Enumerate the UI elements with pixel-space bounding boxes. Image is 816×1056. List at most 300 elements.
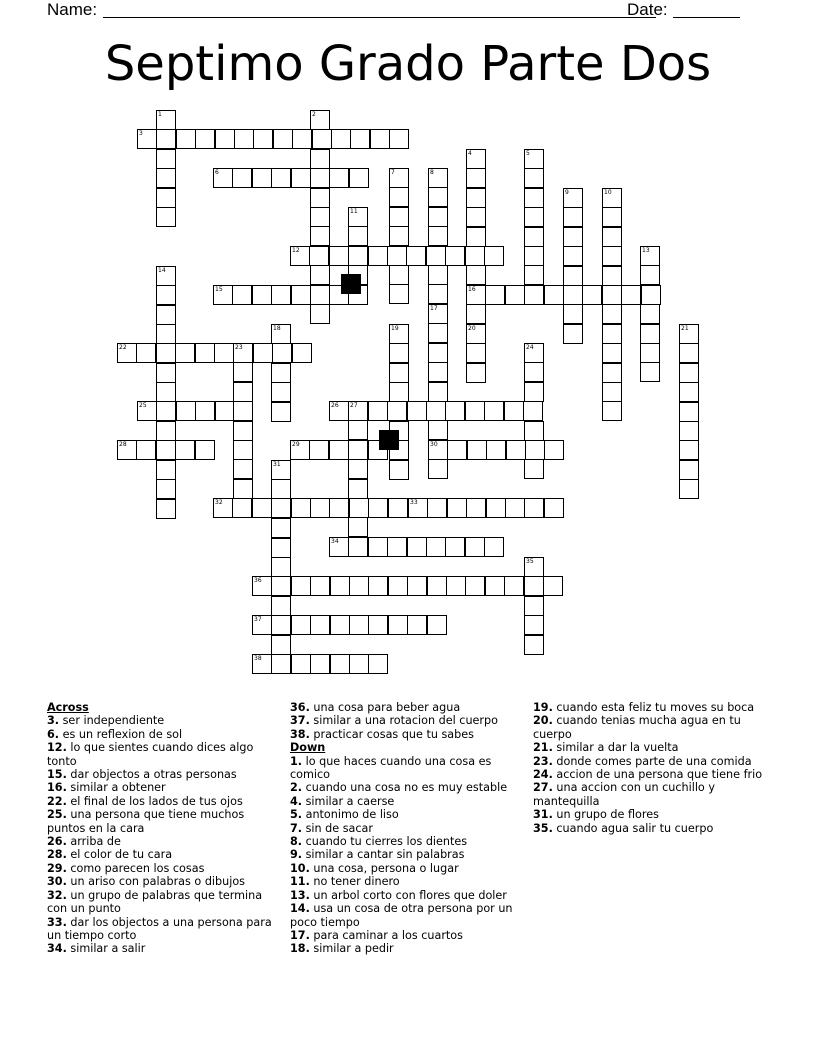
grid-cell[interactable] <box>602 246 622 266</box>
grid-cell[interactable] <box>348 537 368 557</box>
grid-cell[interactable] <box>466 188 486 208</box>
grid-cell[interactable] <box>485 285 505 305</box>
clue-item <box>47 808 279 835</box>
grid-cell[interactable] <box>428 284 448 304</box>
grid-cell[interactable] <box>602 343 622 363</box>
grid-cell[interactable] <box>215 401 235 421</box>
grid-cell[interactable] <box>484 246 504 266</box>
grid-cell[interactable] <box>368 401 388 421</box>
clue-number: 30. <box>47 875 67 889</box>
grid-cell[interactable] <box>407 537 427 557</box>
grid-cell[interactable] <box>272 343 292 363</box>
grid-cell[interactable] <box>426 246 446 266</box>
grid-cell[interactable] <box>310 168 330 188</box>
grid-cell[interactable] <box>271 596 291 616</box>
grid-cell[interactable] <box>428 459 448 479</box>
grid-cell[interactable] <box>504 401 524 421</box>
grid-cell[interactable] <box>348 246 368 266</box>
grid-cell[interactable] <box>156 324 176 344</box>
grid-cell[interactable] <box>387 537 407 557</box>
grid-cell[interactable] <box>389 168 409 188</box>
grid-cell[interactable] <box>428 382 448 402</box>
grid-cell[interactable] <box>271 168 291 188</box>
grid-cell[interactable] <box>310 149 330 169</box>
clue-text: una cosa, persona o lugar <box>309 861 459 875</box>
grid-cell[interactable] <box>485 576 505 596</box>
grid-cell[interactable] <box>350 129 370 149</box>
grid-cell[interactable] <box>407 576 427 596</box>
grid-cell[interactable] <box>310 285 330 305</box>
grid-cell[interactable] <box>349 654 369 674</box>
grid-cell[interactable] <box>524 459 544 479</box>
grid-cell[interactable] <box>349 615 369 635</box>
grid-cell[interactable] <box>329 168 349 188</box>
grid-cell[interactable] <box>445 246 465 266</box>
grid-cell[interactable] <box>329 537 349 557</box>
grid-cell[interactable] <box>309 440 329 460</box>
down-heading: Down <box>290 741 326 755</box>
grid-cell[interactable] <box>389 460 409 480</box>
grid-cell[interactable] <box>156 440 176 460</box>
grid-cell[interactable] <box>291 576 311 596</box>
grid-cell[interactable] <box>176 401 196 421</box>
grid-cell[interactable] <box>389 187 409 207</box>
grid-cell[interactable] <box>563 304 583 324</box>
grid-cell[interactable] <box>466 227 486 247</box>
grid-cell[interactable] <box>156 110 176 130</box>
grid-cell[interactable] <box>389 129 409 149</box>
grid-cell[interactable] <box>117 343 137 363</box>
grid-cell[interactable] <box>271 654 291 674</box>
clue-number: 22. <box>47 794 67 808</box>
grid-cell[interactable] <box>524 188 544 208</box>
grid-cell[interactable] <box>563 285 583 305</box>
grid-cell[interactable] <box>310 498 330 518</box>
grid-cell[interactable] <box>484 401 504 421</box>
grid-cell[interactable] <box>544 285 564 305</box>
grid-cell[interactable] <box>348 459 368 479</box>
grid-cell[interactable] <box>524 207 544 227</box>
grid-cell[interactable] <box>156 499 176 519</box>
grid-cell[interactable] <box>428 343 448 363</box>
grid-cell[interactable] <box>389 363 409 383</box>
grid-cell[interactable] <box>602 304 622 324</box>
grid-cell[interactable] <box>348 479 368 499</box>
grid-cell[interactable] <box>310 226 330 246</box>
grid-cell[interactable] <box>465 576 485 596</box>
grid-cell[interactable] <box>505 285 525 305</box>
grid-cell[interactable] <box>524 362 544 382</box>
grid-cell[interactable] <box>156 363 176 383</box>
grid-cell[interactable] <box>368 246 388 266</box>
grid-cell[interactable] <box>292 343 312 363</box>
grid-cell[interactable] <box>427 615 447 635</box>
grid-cell[interactable] <box>388 576 408 596</box>
grid-cell[interactable] <box>544 440 564 460</box>
grid-cell[interactable] <box>271 324 291 344</box>
grid-cell[interactable] <box>466 285 486 305</box>
grid-cell[interactable] <box>156 401 176 421</box>
grid-cell[interactable] <box>233 421 253 441</box>
grid-cell[interactable] <box>679 402 699 422</box>
grid-cell[interactable] <box>349 168 369 188</box>
grid-cell[interactable] <box>156 382 176 402</box>
grid-cell[interactable] <box>175 343 195 363</box>
grid-cell[interactable] <box>252 168 272 188</box>
grid-cell[interactable] <box>368 615 388 635</box>
grid-cell[interactable] <box>329 498 349 518</box>
grid-cell[interactable] <box>156 285 176 305</box>
grid-cell[interactable] <box>428 362 448 382</box>
cell-number: 12 <box>292 247 300 254</box>
grid-cell[interactable] <box>466 363 486 383</box>
grid-cell[interactable] <box>563 246 583 266</box>
grid-cell[interactable] <box>271 382 291 402</box>
grid-cell[interactable] <box>466 168 486 188</box>
grid-cell[interactable] <box>310 188 330 208</box>
grid-cell[interactable] <box>466 343 486 363</box>
grid-cell[interactable] <box>428 207 448 227</box>
grid-cell[interactable] <box>428 226 448 246</box>
grid-cell[interactable] <box>233 459 253 479</box>
grid-cell[interactable] <box>602 363 622 383</box>
grid-cell[interactable] <box>349 576 369 596</box>
grid-cell[interactable] <box>389 382 409 402</box>
clue-item <box>47 942 279 955</box>
grid-cell[interactable] <box>524 576 544 596</box>
grid-cell[interactable] <box>156 207 176 227</box>
grid-cell[interactable] <box>524 596 544 616</box>
grid-cell[interactable] <box>329 246 349 266</box>
grid-cell[interactable] <box>253 343 273 363</box>
grid-cell[interactable] <box>563 266 583 286</box>
grid-cell[interactable] <box>563 188 583 208</box>
grid-cell[interactable] <box>563 324 583 344</box>
grid-cell[interactable] <box>679 363 699 383</box>
grid-cell[interactable] <box>389 343 409 363</box>
grid-cell[interactable] <box>428 440 448 460</box>
grid-cell[interactable] <box>195 440 215 460</box>
grid-cell[interactable] <box>524 343 544 363</box>
grid-cell[interactable] <box>156 266 176 286</box>
grid-cell[interactable] <box>271 538 291 558</box>
grid-cell[interactable] <box>466 498 486 518</box>
grid-cell[interactable] <box>679 324 699 344</box>
grid-cell[interactable] <box>156 188 176 208</box>
grid-cell[interactable] <box>407 615 427 635</box>
clue-number: 29. <box>47 861 67 875</box>
grid-cell[interactable] <box>271 635 291 655</box>
grid-cell[interactable] <box>486 440 506 460</box>
grid-cell[interactable] <box>234 129 254 149</box>
grid-cell[interactable] <box>310 615 330 635</box>
grid-cell[interactable] <box>428 187 448 207</box>
grid-cell[interactable] <box>524 227 544 247</box>
grid-cell[interactable] <box>602 266 622 286</box>
grid-cell[interactable] <box>679 382 699 402</box>
grid-cell[interactable] <box>117 440 137 460</box>
grid-cell[interactable] <box>523 401 543 421</box>
grid-cell[interactable] <box>466 265 486 285</box>
grid-cell[interactable] <box>291 654 311 674</box>
grid-cell[interactable] <box>271 285 291 305</box>
grid-cell[interactable] <box>330 654 350 674</box>
grid-cell[interactable] <box>271 363 291 383</box>
grid-cell[interactable] <box>271 498 291 518</box>
grid-cell[interactable] <box>428 265 448 285</box>
grid-cell[interactable] <box>252 285 272 305</box>
grid-cell[interactable] <box>348 420 368 440</box>
grid-cell[interactable] <box>348 401 368 421</box>
grid-cell[interactable] <box>602 324 622 344</box>
grid-cell[interactable] <box>136 440 156 460</box>
grid-cell[interactable] <box>641 285 661 305</box>
grid-cell[interactable] <box>310 207 330 227</box>
grid-cell[interactable] <box>175 440 195 460</box>
grid-cell[interactable] <box>273 129 293 149</box>
clue-item <box>47 848 279 861</box>
grid-cell[interactable] <box>156 421 176 441</box>
grid-cell[interactable] <box>195 343 215 363</box>
grid-cell[interactable] <box>445 401 465 421</box>
grid-cell[interactable] <box>602 188 622 208</box>
grid-cell[interactable] <box>524 615 544 635</box>
grid-cell[interactable] <box>252 615 272 635</box>
grid-cell[interactable] <box>427 498 447 518</box>
grid-cell[interactable] <box>466 207 486 227</box>
grid-cell[interactable] <box>640 246 660 266</box>
grid-cell[interactable] <box>408 498 428 518</box>
grid-cell[interactable] <box>368 537 388 557</box>
grid-cell[interactable] <box>524 246 544 266</box>
grid-cell[interactable] <box>349 498 369 518</box>
grid-cell[interactable] <box>233 479 253 499</box>
grid-cell[interactable] <box>291 498 311 518</box>
grid-cell[interactable] <box>426 537 446 557</box>
grid-cell[interactable] <box>466 149 486 169</box>
grid-cell[interactable] <box>195 401 215 421</box>
grid-cell[interactable] <box>524 421 544 441</box>
grid-cell[interactable] <box>445 537 465 557</box>
grid-cell[interactable] <box>233 440 253 460</box>
grid-cell[interactable] <box>331 129 351 149</box>
grid-cell[interactable] <box>563 207 583 227</box>
grid-cell[interactable] <box>389 324 409 344</box>
grid-cell[interactable] <box>407 401 427 421</box>
grid-cell[interactable] <box>310 576 330 596</box>
grid-cell[interactable] <box>602 382 622 402</box>
grid-cell[interactable] <box>156 168 176 188</box>
grid-cell[interactable] <box>640 343 660 363</box>
grid-cell[interactable] <box>506 440 526 460</box>
grid-cell[interactable] <box>446 576 466 596</box>
grid-cell[interactable] <box>271 460 291 480</box>
grid-cell[interactable] <box>602 285 622 305</box>
grid-cell[interactable] <box>505 498 525 518</box>
grid-cell[interactable] <box>602 227 622 247</box>
grid-cell[interactable] <box>389 284 409 304</box>
grid-cell[interactable] <box>156 129 176 149</box>
grid-cell[interactable] <box>387 401 407 421</box>
grid-cell[interactable] <box>271 557 291 577</box>
grid-cell[interactable] <box>233 382 253 402</box>
grid-cell[interactable] <box>466 304 486 324</box>
grid-cell[interactable] <box>525 440 545 460</box>
grid-cell[interactable] <box>368 498 388 518</box>
grid-cell[interactable] <box>428 323 448 343</box>
grid-cell[interactable] <box>233 362 253 382</box>
grid-cell[interactable] <box>348 517 368 537</box>
grid-cell[interactable] <box>467 440 487 460</box>
grid-cell[interactable] <box>329 401 349 421</box>
grid-cell[interactable] <box>389 265 409 285</box>
grid-cell[interactable] <box>621 285 641 305</box>
grid-cell[interactable] <box>292 129 312 149</box>
grid-cell[interactable] <box>602 401 622 421</box>
grid-cell[interactable] <box>679 343 699 363</box>
grid-cell[interactable] <box>640 304 660 324</box>
grid-cell[interactable] <box>544 498 564 518</box>
grid-cell[interactable] <box>524 498 544 518</box>
grid-cell[interactable] <box>465 537 485 557</box>
grid-cell[interactable] <box>466 324 486 344</box>
grid-cell[interactable] <box>486 498 506 518</box>
clue-item <box>290 701 522 714</box>
grid-cell[interactable] <box>368 654 388 674</box>
grid-cell[interactable] <box>524 285 544 305</box>
cell-number: 11 <box>350 208 358 215</box>
grid-cell[interactable] <box>310 265 330 285</box>
clue-item <box>290 848 522 861</box>
grid-cell[interactable] <box>679 479 699 499</box>
clue-text: usa un cosa de otra persona por un poco tiempo <box>290 902 513 929</box>
grid-cell[interactable] <box>290 440 310 460</box>
grid-cell[interactable] <box>388 498 408 518</box>
clue-item <box>533 741 768 754</box>
grid-cell[interactable] <box>156 343 176 363</box>
grid-cell[interactable] <box>232 168 252 188</box>
grid-cell[interactable] <box>329 440 349 460</box>
clue-number: 15. <box>47 768 67 782</box>
grid-cell[interactable] <box>253 129 273 149</box>
grid-cell[interactable] <box>640 265 660 285</box>
grid-cell[interactable] <box>640 362 660 382</box>
grid-cell[interactable] <box>428 168 448 188</box>
grid-cell[interactable] <box>484 537 504 557</box>
grid-cell[interactable] <box>388 615 408 635</box>
grid-cell[interactable] <box>602 207 622 227</box>
grid-cell[interactable] <box>291 615 311 635</box>
grid-cell[interactable] <box>524 168 544 188</box>
grid-cell[interactable] <box>271 518 291 538</box>
grid-cell[interactable] <box>271 479 291 499</box>
grid-cell[interactable] <box>195 129 215 149</box>
grid-cell[interactable] <box>426 401 446 421</box>
grid-cell[interactable] <box>524 265 544 285</box>
grid-cell[interactable] <box>137 401 157 421</box>
grid-cell[interactable] <box>543 576 563 596</box>
grid-cell[interactable] <box>640 324 660 344</box>
clue-text: un grupo de palabras que termina con un punto <box>47 888 263 916</box>
grid-cell[interactable] <box>271 576 291 596</box>
grid-cell[interactable] <box>330 615 350 635</box>
grid-cell[interactable] <box>524 557 544 577</box>
grid-cell[interactable] <box>679 421 699 441</box>
grid-cell[interactable] <box>368 576 388 596</box>
grid-cell[interactable] <box>215 129 235 149</box>
grid-cell[interactable] <box>447 498 467 518</box>
grid-cell[interactable] <box>136 343 156 363</box>
clue-number: 1. <box>290 754 303 768</box>
grid-cell[interactable] <box>271 615 291 635</box>
grid-cell[interactable] <box>348 207 368 227</box>
grid-cell[interactable] <box>252 576 272 596</box>
grid-cell[interactable] <box>330 576 350 596</box>
grid-cell[interactable] <box>310 654 330 674</box>
grid-cell[interactable] <box>213 498 233 518</box>
grid-cell[interactable] <box>679 440 699 460</box>
grid-cell[interactable] <box>524 635 544 655</box>
grid-cell[interactable] <box>389 226 409 246</box>
grid-cell[interactable] <box>291 285 311 305</box>
grid-cell[interactable] <box>310 304 330 324</box>
grid-cell[interactable] <box>233 343 253 363</box>
grid-cell[interactable] <box>447 440 467 460</box>
grid-cell[interactable] <box>271 402 291 422</box>
grid-cell[interactable] <box>156 479 176 499</box>
clue-number: 10. <box>290 861 310 875</box>
grid-cell[interactable] <box>290 246 310 266</box>
grid-cell[interactable] <box>214 343 234 363</box>
grid-cell[interactable] <box>156 149 176 169</box>
grid-cell[interactable] <box>524 149 544 169</box>
grid-cell[interactable] <box>389 207 409 227</box>
grid-cell[interactable] <box>427 576 447 596</box>
grid-cell[interactable] <box>291 168 311 188</box>
grid-cell[interactable] <box>213 285 233 305</box>
grid-cell[interactable] <box>233 401 253 421</box>
grid-cell[interactable] <box>232 498 252 518</box>
clue-text: lo que haces cuando una cosa es comico <box>290 754 492 782</box>
grid-cell[interactable] <box>348 440 368 460</box>
grid-cell[interactable] <box>348 226 368 246</box>
grid-cell[interactable] <box>310 110 330 130</box>
grid-cell[interactable] <box>309 246 329 266</box>
grid-cell[interactable] <box>312 129 332 149</box>
clue-text: arriba de <box>66 835 121 849</box>
grid-cell[interactable] <box>387 246 407 266</box>
grid-cell[interactable] <box>213 168 233 188</box>
grid-cell[interactable] <box>370 129 390 149</box>
grid-cell[interactable] <box>524 382 544 402</box>
grid-cell[interactable] <box>156 305 176 325</box>
grid-cell[interactable] <box>406 246 426 266</box>
grid-cell[interactable] <box>428 420 448 440</box>
grid-cell[interactable] <box>679 460 699 480</box>
grid-cell[interactable] <box>563 227 583 247</box>
grid-cell[interactable] <box>232 285 252 305</box>
grid-cell[interactable] <box>252 654 272 674</box>
grid-cell[interactable] <box>252 498 272 518</box>
grid-cell[interactable] <box>156 460 176 480</box>
grid-cell[interactable] <box>137 129 157 149</box>
grid-cell[interactable] <box>176 129 196 149</box>
grid-cell[interactable] <box>465 246 485 266</box>
grid-cell[interactable] <box>582 285 602 305</box>
grid-cell[interactable] <box>504 576 524 596</box>
grid-cell[interactable] <box>465 401 485 421</box>
grid-cell[interactable] <box>428 304 448 324</box>
